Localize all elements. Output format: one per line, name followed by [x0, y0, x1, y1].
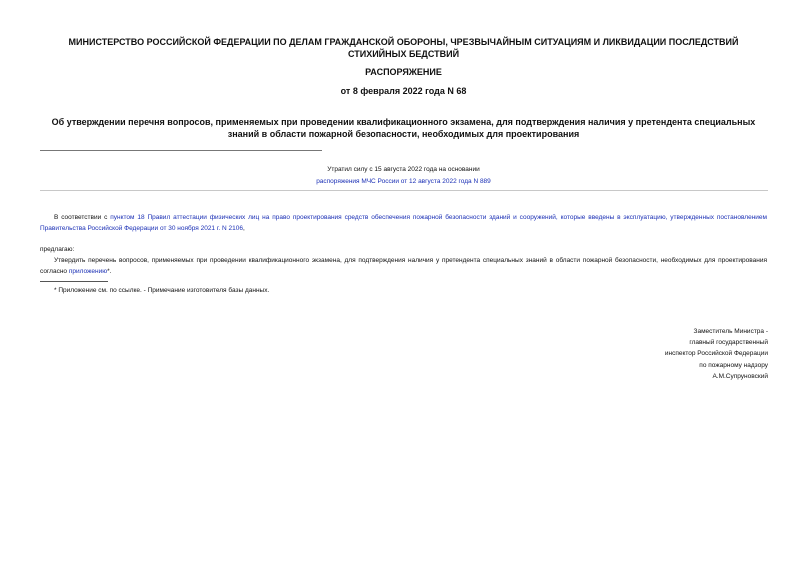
paragraph-approve-suffix: *.	[107, 268, 112, 275]
revocation-text: Утратил силу с 15 августа 2022 года на основании	[327, 166, 480, 173]
ministry-heading: МИНИСТЕРСТВО РОССИЙСКОЙ ФЕДЕРАЦИИ ПО ДЕЛАМ ГРАЖДАНСКОЙ ОБОРОНЫ, ЧРЕЗВЫЧАЙНЫМ СИТУАЦИЯМ И ЛИКВИДАЦИИ ПОСЛЕДСТВИЙ СТИХИЙНЫХ БЕДСТВИЙ	[68, 37, 739, 59]
revocation-link[interactable]: распоряжения МЧС России от 12 августа 2022 года N 889	[316, 178, 491, 185]
document-title: Об утверждении перечня вопросов, применяемых при проведении квалификационного экзамена, для подтверждения наличия у претендента специальных знаний в области пожарной безопасности, необходимых для проектирования	[51, 117, 756, 139]
paragraph-propose: предлагаю:	[40, 246, 75, 253]
signature-line-3: инспектор Российской Федерации	[664, 350, 768, 357]
signature-line-1: Заместитель Министра -	[693, 328, 768, 335]
revocation-divider	[40, 190, 768, 191]
footnote: * Приложение см. по ссылке. - Примечание изготовителя базы данных.	[54, 287, 270, 294]
paragraph-approve-text: Утвердить перечень вопросов, применяемых при проведении квалификационного экзамена, для подтверждения наличия у претендента специальных знаний в области пожарной безопасности, необходимых для проектирования согласно	[40, 257, 767, 275]
document-type: РАСПОРЯЖЕНИЕ	[365, 67, 442, 77]
rules-link[interactable]: пунктом 18 Правил аттестации физических лиц на право проектирования средств обеспечения пожарной безопасности зданий и сооружений, которые введены в эксплуатацию, утвержденных постановлением Правительства Российской Федерации от 30 ноября 2021 г. N 2106	[40, 214, 767, 232]
signature-line-4: по пожарному надзору	[699, 362, 768, 369]
revocation-note	[40, 164, 767, 188]
title-divider	[40, 150, 322, 151]
paragraph-approve	[40, 255, 767, 277]
appendix-link[interactable]: приложению	[68, 268, 108, 275]
paragraph-basis-suffix: ,	[243, 225, 245, 232]
paragraph-basis-prefix: В соответствии с	[54, 214, 111, 221]
signature-name: А.М.Супруновский	[712, 373, 768, 380]
signature-line-2: главный государственный	[689, 339, 768, 346]
document-date: от 8 февраля 2022 года N 68	[340, 86, 467, 96]
footnote-divider	[40, 281, 108, 282]
paragraph-basis	[40, 212, 767, 234]
